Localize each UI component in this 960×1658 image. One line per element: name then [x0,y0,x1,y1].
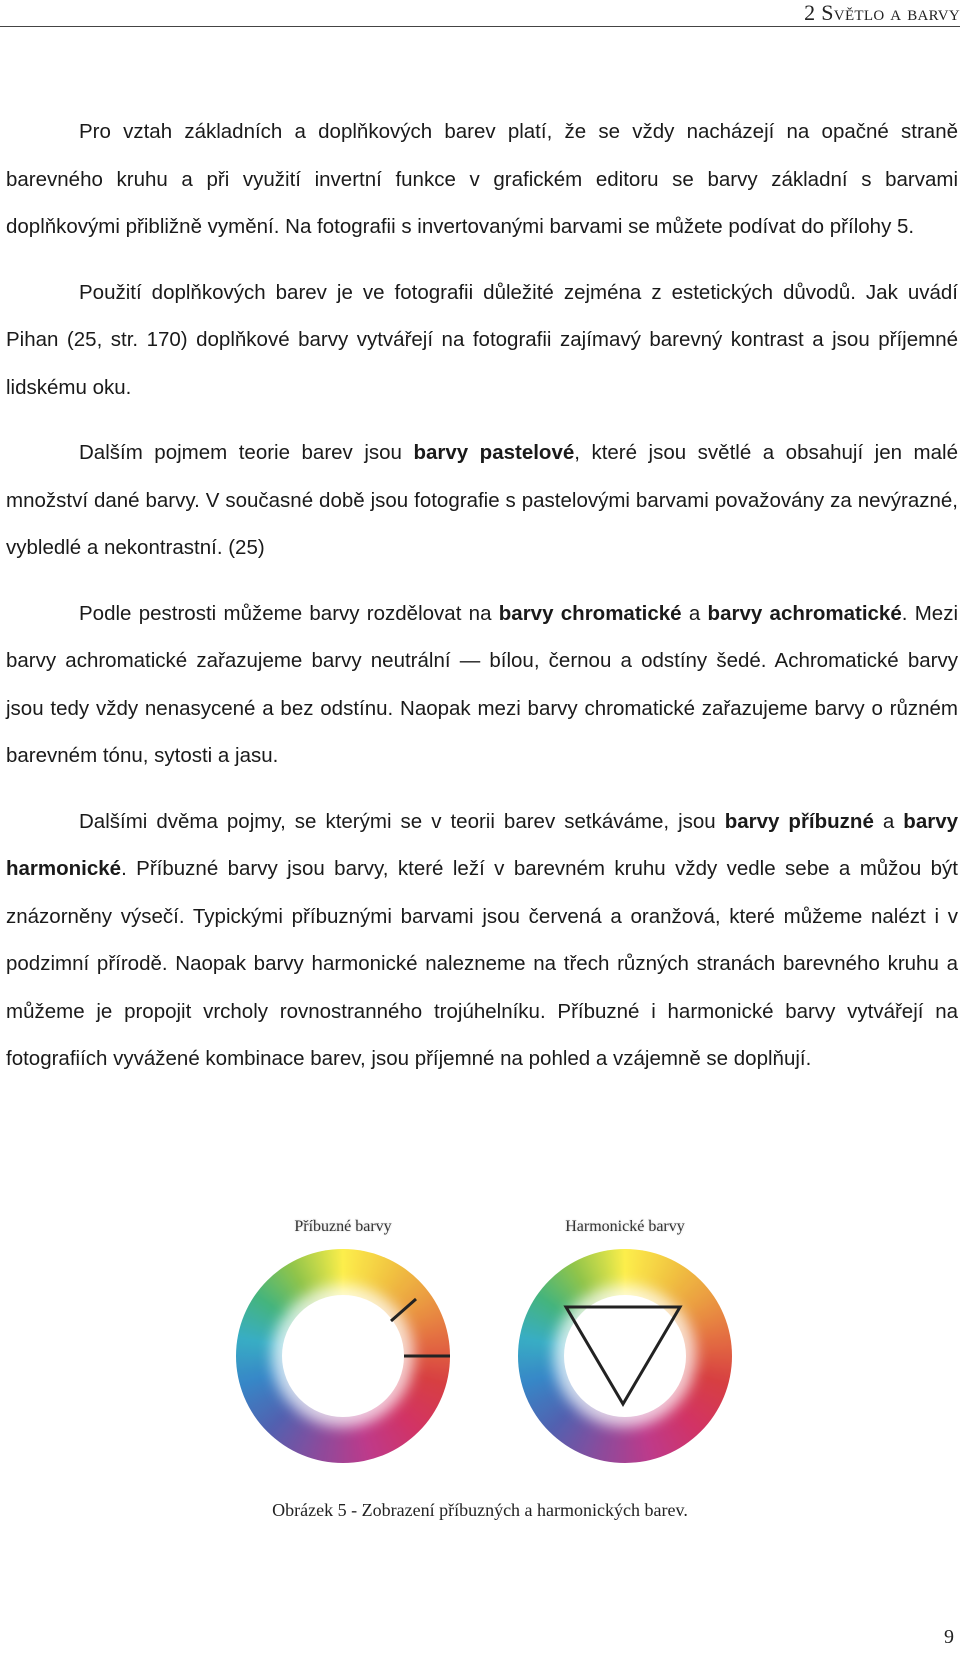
bold-term: barvy harmonické [6,809,959,880]
paragraph-text: , které jsou světlé a obsahují jen malé množství dané barvy. V současné době jsou fotografie s pastelovými barvami považovány za nevýrazné, vybledlé a nekontrastní. (25) [6,441,958,559]
paragraph-text: a [681,601,708,625]
paragraph-complementary-colors [6,108,958,251]
running-header: 2 Světlo a barvy [804,0,960,25]
paragraph-related-harmonic [6,798,958,1083]
paragraph-text: . Příbuzné barvy jsou barvy, které leží v barevném kruhu vždy vedle sebe a můžou být znázorněny výsečí. Typickými příbuznými barvami jsou červená a oranžová, které můžeme nalézt i v podzimní přírodě. Naopak barvy harmonické nalezneme na třech různých stranách barevného kruhu a můžeme je propojit vrcholy rovnostranného trojúhelníku. Příbuzné i harmonické barvy vytvářejí na fotografiích vyvážené kombinace barev, jsou příjemné na pohled a vzájemně se doplňují. [6,857,958,1070]
bold-term: barvy chromatické [498,601,682,625]
figure-caption: Obrázek 5 - Zobrazení příbuzných a harmonických barev. [272,1500,688,1520]
harmonic-colors-wheel [518,1249,732,1463]
bold-term: barvy achromatické [707,601,902,625]
related-colors-wheel [236,1249,450,1463]
paragraph-text: Dalším pojmem teorie barev jsou [79,441,414,464]
document-body [6,108,958,1101]
paragraph-pastel-colors [6,429,958,572]
harmonic-colors-title: Harmonické barvy [565,1218,685,1235]
equilateral-triangle [566,1307,680,1404]
related-colors-title: Příbuzné barvy [294,1218,392,1235]
paragraph-text: . Mezi barvy achromatické zařazujeme barvy neutrální — bílou, černou a odstíny šedé. Achromatické barvy jsou tedy vždy nenasycené a bez odstínu. Naopak mezi barvy chromatické zařazujeme barvy o různém barevném tónu, sytosti a jasu. [6,601,959,767]
color-wheels-figure [0,1218,960,1518]
header-divider [0,26,960,27]
related-colors-wheel-panel [233,1218,453,1478]
paragraph-text: a [873,809,904,833]
paragraph-text: Dalšími dvěma pojmy, se kterými se v teorii barev setkáváme, jsou [79,809,725,833]
paragraph-text: Podle pestrosti můžeme barvy rozdělovat na [79,601,499,625]
paragraph-complementary-usage [6,269,958,412]
harmonic-triangle [518,1249,732,1463]
bold-term: barvy příbuzné [724,809,874,833]
harmonic-colors-wheel-panel [515,1218,735,1478]
bold-term: barvy pastelové [413,441,575,464]
page-number: 9 [944,1626,954,1648]
related-sector-lines [236,1249,450,1463]
paragraph-text: Použití doplňkových barev je ve fotografii důležité zejména z estetických důvodů. Jak uvádí Pihan (25, str. 170) doplňkové barvy vytvářejí na fotografii zajímavý barevný kontrast a jsou příjemné lidskému oku. [6,280,958,399]
paragraph-chromatic-achromatic [6,590,958,780]
paragraph-text: Pro vztah základních a doplňkových barev platí, že se vždy nacházejí na opačné straně barevného kruhu a při využití invertní funkce v grafickém editoru se barvy základní s barvami doplňkovými přibližně vymění. Na fotografii s invertovanými barvami se můžete podívat do přílohy 5. [6,120,958,238]
sector-line-upper [391,1299,416,1321]
